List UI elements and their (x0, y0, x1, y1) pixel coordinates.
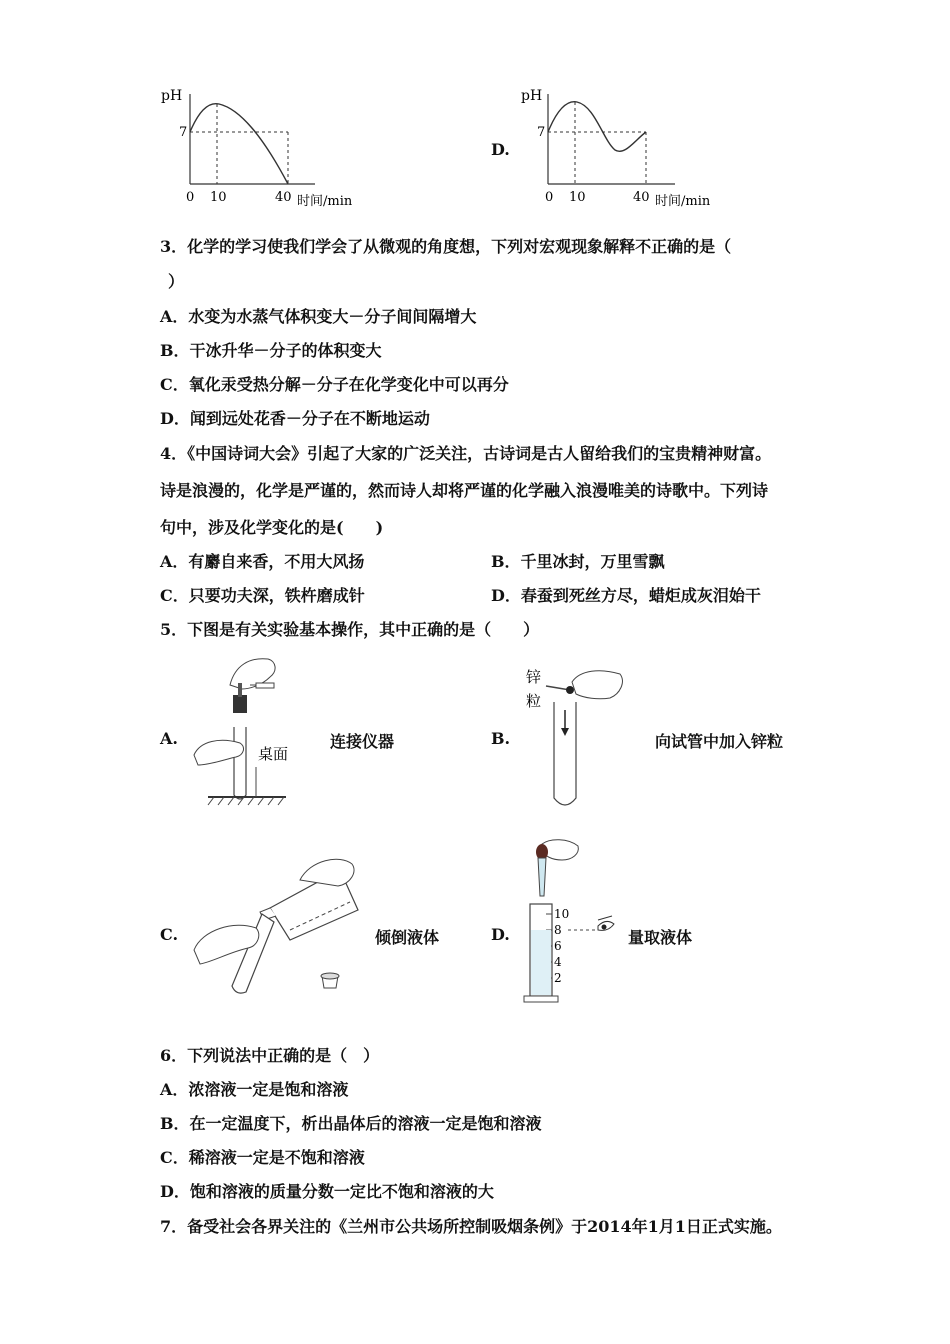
graph-d-curve (548, 102, 646, 152)
q5-a-caption: 连接仪器 (330, 732, 395, 751)
q5-d-label: D. (491, 925, 510, 944)
q3-option-c: C．氧化汞受热分解－分子在化学变化中可以再分 (160, 375, 509, 394)
q6-stem: 6．下列说法中正确的是（ ） (160, 1046, 380, 1065)
q5-a-illustration (190, 655, 300, 815)
q4-stem-line-3: 句中，涉及化学变化的是( ) (160, 518, 384, 537)
q5-b-label: B. (491, 729, 511, 748)
graph-c-xlabel: 时间/min (297, 194, 353, 209)
graph-c-tick-10: 10 (210, 190, 227, 205)
q4-option-c: C．只要功夫深，铁杵磨成针 (160, 586, 365, 605)
q5-d-caption: 量取液体 (628, 928, 693, 947)
q5-b-illustration (520, 660, 630, 810)
q5-a-label: A. (160, 729, 178, 748)
q4-option-b: B．千里冰封，万里雪飘 (491, 552, 665, 571)
graph-d-label: D. (491, 140, 510, 159)
q4-option-a: A．有麝自来香，不用大风扬 (160, 552, 365, 571)
q5-c-caption: 倾倒液体 (375, 928, 440, 947)
cylinder-scale (554, 907, 569, 985)
zinc-label-1: 锌 (526, 668, 542, 686)
graph-d-tick-7: 7 (537, 125, 546, 140)
hand-icon (572, 671, 622, 699)
eye-icon (598, 916, 614, 930)
graph-d-tick-40: 40 (633, 190, 650, 205)
graph-c-tick-0: 0 (186, 190, 195, 205)
dropper-tube-icon (538, 858, 546, 896)
graph-c-curve (190, 104, 288, 184)
scale-10: 10 (554, 907, 570, 921)
scale-4: 4 (554, 955, 562, 969)
q3-option-d: D．闻到远处花香－分子在不断地运动 (160, 409, 430, 428)
scale-6: 6 (554, 939, 562, 953)
q6-option-a: A．浓溶液一定是饱和溶液 (160, 1080, 349, 1099)
graph-d-xlabel: 时间/min (655, 194, 711, 209)
test-tube-icon (234, 727, 246, 799)
desk-label: 桌面 (258, 745, 289, 763)
q4-option-d: D．春蚕到死丝方尽，蜡炬成灰泪始干 (491, 586, 761, 605)
scale-8: 8 (554, 923, 562, 937)
q7-stem: 7．备受社会各界关注的《兰州市公共场所控制吸烟条例》于2014年1月1日正式实施。 (160, 1217, 782, 1236)
q5-c-label: C. (160, 925, 179, 944)
q5-b-caption: 向试管中加入锌粒 (655, 732, 784, 751)
q5-c-illustration (190, 850, 365, 1000)
scale-2: 2 (554, 971, 562, 985)
q5-d-illustration (520, 838, 630, 1008)
ph-graph-c (155, 80, 370, 215)
graph-d-ylabel: pH (521, 88, 543, 104)
ph-graph-d (515, 80, 730, 215)
graph-c-ylabel: pH (161, 88, 183, 104)
q3-option-b: B．干冰升华－分子的体积变大 (160, 341, 382, 360)
q6-option-c: C．稀溶液一定是不饱和溶液 (160, 1148, 365, 1167)
q4-stem-line-2: 诗是浪漫的，化学是严谨的，然而诗人却将严谨的化学融入浪漫唯美的诗歌中。下列诗 (160, 481, 769, 500)
q4-stem-line-1: 4．《中国诗词大会》引起了大家的广泛关注，古诗词是古人留给我们的宝贵精神财富。 (160, 444, 772, 463)
graph-c-tick-7: 7 (179, 125, 188, 140)
q6-option-d: D．饱和溶液的质量分数一定比不饱和溶液的大 (160, 1182, 494, 1201)
graph-c-tick-40: 40 (275, 190, 292, 205)
q3-option-a: A．水变为水蒸气体积变大－分子间间隔增大 (160, 307, 477, 326)
q6-option-b: B．在一定温度下，析出晶体后的溶液一定是饱和溶液 (160, 1114, 542, 1133)
zinc-granule-icon (566, 686, 574, 694)
graph-d-tick-10: 10 (569, 190, 586, 205)
rubber-stopper-icon (233, 695, 247, 713)
graph-d-tick-0: 0 (545, 190, 554, 205)
q5-stem: 5．下图是有关实验基本操作，其中正确的是（ ） (160, 620, 540, 639)
q3-stem-line-2: ） (168, 272, 185, 291)
pouring-hand-icon (300, 859, 354, 886)
zinc-label-2: 粒 (526, 692, 542, 710)
q3-stem-line-1: 3．化学的学习使我们学会了从微观的角度想，下列对宏观现象解释不正确的是（ (160, 237, 732, 256)
